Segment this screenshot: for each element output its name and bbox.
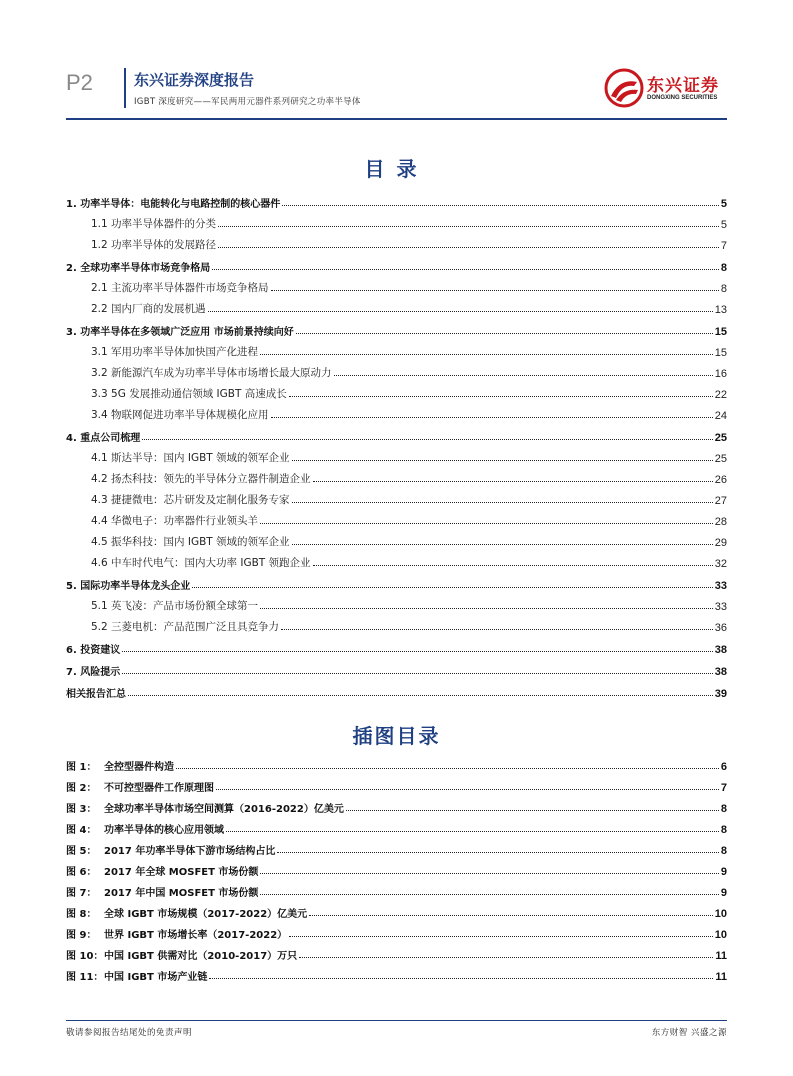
toc-entry-label: 3.3 5G 发展推动通信领域 IGBT 高速成长 — [91, 388, 287, 400]
figure-leader-dots — [289, 936, 713, 937]
toc-entry-label: 相关报告汇总 — [66, 689, 126, 700]
toc-entry-label: 5.2 三菱电机：产品范围广泛且具竞争力 — [91, 621, 280, 633]
toc-entry[interactable] — [66, 613, 727, 634]
figure-entry[interactable] — [66, 836, 727, 857]
toc-entry[interactable] — [66, 359, 727, 380]
toc-entry-label: 4.6 中车时代电气：国内大功率 IGBT 领跑企业 — [91, 557, 311, 569]
figure-number: 图 1： — [66, 762, 97, 773]
figure-number: 图 2： — [66, 783, 97, 794]
figure-entry[interactable] — [66, 920, 727, 941]
footer-slogan: 东方财智 兴盛之源 — [651, 1028, 727, 1038]
figure-number: 图 6： — [66, 867, 97, 878]
toc-entry[interactable] — [66, 465, 727, 486]
toc-entry-label: 7. 风险提示 — [66, 667, 121, 678]
toc-entry-label: 1.2 功率半导体的发展路径 — [91, 239, 217, 251]
toc-leader-dots — [281, 629, 713, 630]
figure-entry-label — [66, 779, 216, 794]
toc-entry-label: 3. 功率半导体在多领域广泛应用 市场前景持续向好 — [66, 327, 294, 338]
figure-number: 图 4： — [66, 825, 97, 836]
figure-entry[interactable] — [66, 899, 727, 920]
figure-entry-label — [66, 905, 309, 920]
toc-leader-dots — [192, 587, 713, 588]
toc-entry-page: 33 — [714, 580, 727, 592]
figure-entry-page: 10 — [714, 908, 727, 920]
toc-entry[interactable] — [66, 570, 727, 592]
company-logo — [604, 68, 734, 108]
toc-entry-page: 38 — [714, 644, 727, 656]
toc-leader-dots — [334, 375, 713, 376]
toc-entry[interactable] — [66, 252, 727, 274]
toc-entry[interactable] — [66, 592, 727, 613]
toc-entry-label: 3.2 新能源汽车成为功率半导体市场增长最大原动力 — [91, 367, 332, 379]
figure-entry-page: 11 — [715, 971, 727, 983]
toc-entry-label: 4.4 华微电子：功率器件行业领头羊 — [91, 515, 259, 527]
toc-entry-page: 15 — [714, 326, 727, 338]
figure-entry-label — [66, 758, 176, 773]
toc-leader-dots — [218, 226, 719, 227]
toc-entry-page: 7 — [720, 240, 727, 252]
toc-entry[interactable] — [66, 528, 727, 549]
figure-entry-label — [66, 926, 289, 941]
footer-rule — [66, 1020, 727, 1021]
figure-entry-page: 8 — [720, 824, 727, 836]
toc-entry-label: 1.1 功率半导体器件的分类 — [91, 218, 217, 230]
toc-entry-label: 2.1 主流功率半导体器件市场竞争格局 — [91, 282, 269, 294]
toc-entry-page: 28 — [714, 516, 727, 528]
figure-entry-page: 9 — [720, 887, 727, 899]
figure-entry-label — [66, 842, 277, 857]
figure-title: 2017 年中国 MOSFET 市场份额 — [104, 888, 259, 899]
figure-title: 功率半导体的核心应用领域 — [104, 825, 224, 836]
figure-entry[interactable] — [66, 815, 727, 836]
logo-english-text: DONGXING SECURITIES — [647, 95, 718, 101]
toc-leader-dots — [142, 439, 713, 440]
toc-entry-page: 29 — [714, 537, 727, 549]
figure-title: 不可控型器件工作原理图 — [104, 783, 214, 794]
toc-entry-page: 24 — [714, 410, 727, 422]
toc-leader-dots — [122, 651, 713, 652]
toc-leader-dots — [271, 290, 719, 291]
toc-leader-dots — [292, 502, 713, 503]
toc-entry[interactable] — [66, 401, 727, 422]
toc-entry-page: 32 — [714, 558, 727, 570]
toc-entry-label: 2.2 国内厂商的发展机遇 — [91, 303, 206, 315]
figure-entry-page: 8 — [720, 803, 727, 815]
figure-entry-label — [66, 821, 226, 836]
toc-leader-dots — [313, 565, 713, 566]
toc-entry-label: 4.3 捷捷微电：芯片研发及定制化服务专家 — [91, 494, 290, 506]
toc-entry-label: 2. 全球功率半导体市场竞争格局 — [66, 263, 211, 274]
toc-title: 目录 — [364, 157, 429, 181]
toc-entry[interactable] — [66, 231, 727, 252]
toc-leader-dots — [218, 247, 719, 248]
toc-entry[interactable] — [66, 422, 727, 444]
figure-entry-page: 10 — [714, 929, 727, 941]
figure-leader-dots — [209, 978, 713, 979]
figure-entry-label — [66, 968, 209, 983]
toc-entry-page: 5 — [720, 219, 727, 231]
toc-entry-label: 4.2 扬杰科技：领先的半导体分立器件制造企业 — [91, 473, 311, 485]
toc-entry-label: 5.1 英飞凌：产品市场份额全球第一 — [91, 600, 259, 612]
figure-leader-dots — [277, 852, 719, 853]
toc-leader-dots — [292, 544, 713, 545]
logo-mark-icon — [604, 68, 644, 108]
toc-entry[interactable] — [66, 486, 727, 507]
figure-entry-label — [66, 800, 346, 815]
figure-leader-dots — [299, 957, 713, 958]
figure-number: 图 3： — [66, 804, 97, 815]
toc-entry[interactable] — [66, 678, 727, 700]
toc-entry-label: 3.1 军用功率半导体加快国产化进程 — [91, 346, 259, 358]
toc-leader-dots — [212, 269, 719, 270]
toc-leader-dots — [208, 311, 713, 312]
figure-entry[interactable] — [66, 941, 727, 962]
toc-entry-label: 1. 功率半导体：电能转化与电路控制的核心器件 — [66, 199, 281, 210]
toc-leader-dots — [128, 695, 713, 696]
toc-entry[interactable] — [66, 295, 727, 316]
toc-list — [66, 188, 727, 700]
figure-entry-page: 9 — [720, 866, 727, 878]
toc-leader-dots — [122, 673, 713, 674]
toc-entry-page: 25 — [714, 453, 727, 465]
figure-title: 全控型器件构造 — [104, 762, 174, 773]
figure-entry[interactable] — [66, 794, 727, 815]
toc-entry-page: 8 — [720, 283, 727, 295]
toc-entry-label: 6. 投资建议 — [66, 645, 121, 656]
figure-leader-dots — [260, 894, 718, 895]
toc-entry-label: 4. 重点公司梳理 — [66, 433, 141, 444]
figure-leader-dots — [216, 789, 719, 790]
toc-leader-dots — [313, 481, 713, 482]
figure-entry-label — [66, 947, 299, 962]
toc-entry-page: 15 — [714, 347, 727, 359]
figure-list — [66, 752, 727, 983]
figure-title: 全球功率半导体市场空间测算（2016-2022）亿美元 — [104, 804, 344, 815]
toc-entry-page: 25 — [714, 432, 727, 444]
toc-entry[interactable] — [66, 656, 727, 678]
figure-entry-page: 11 — [715, 950, 727, 962]
toc-entry[interactable] — [66, 634, 727, 656]
figure-number: 图 5： — [66, 846, 97, 857]
toc-entry[interactable] — [66, 316, 727, 338]
toc-leader-dots — [296, 333, 713, 334]
figure-title: 全球 IGBT 市场规模（2017-2022）亿美元 — [104, 909, 308, 920]
toc-entry[interactable] — [66, 507, 727, 528]
figure-number: 图 10： — [66, 951, 104, 962]
figure-entry-page: 7 — [720, 782, 727, 794]
toc-entry[interactable] — [66, 380, 727, 401]
toc-entry[interactable] — [66, 188, 727, 210]
toc-entry[interactable] — [66, 549, 727, 570]
figure-entry-label — [66, 884, 260, 899]
figure-leader-dots — [226, 831, 719, 832]
figure-entry-page: 6 — [720, 761, 727, 773]
figure-entry-page: 8 — [720, 845, 727, 857]
toc-leader-dots — [260, 354, 713, 355]
toc-entry-label: 4.1 斯达半导：国内 IGBT 领域的领军企业 — [91, 452, 290, 464]
toc-entry-label: 3.4 物联网促进功率半导体规模化应用 — [91, 409, 269, 421]
figure-title: 世界 IGBT 市场增长率（2017-2022） — [104, 930, 288, 941]
toc-entry-page: 33 — [714, 601, 727, 613]
toc-leader-dots — [271, 417, 713, 418]
figure-title: 2017 年功率半导体下游市场结构占比 — [104, 846, 276, 857]
figure-entry[interactable] — [66, 962, 727, 983]
toc-leader-dots — [282, 205, 719, 206]
figure-entry-label — [66, 863, 260, 878]
toc-leader-dots — [260, 608, 713, 609]
report-series-title: 东兴证券深度报告 — [134, 71, 255, 89]
toc-entry-page: 26 — [714, 474, 727, 486]
page-label: P2 — [66, 70, 93, 95]
header-rule — [66, 118, 727, 120]
figure-number: 图 8： — [66, 909, 97, 920]
logo-chinese-text: 东兴证券 — [647, 76, 719, 96]
figure-number: 图 9： — [66, 930, 97, 941]
toc-entry[interactable] — [66, 274, 727, 295]
toc-entry-page: 13 — [714, 304, 727, 316]
toc-entry[interactable] — [66, 444, 727, 465]
toc-leader-dots — [289, 396, 713, 397]
figure-leader-dots — [309, 915, 713, 916]
toc-entry-page: 22 — [714, 389, 727, 401]
toc-entry-page: 16 — [714, 368, 727, 380]
toc-entry[interactable] — [66, 338, 727, 359]
toc-entry-label: 4.5 振华科技：国内 IGBT 领域的领军企业 — [91, 536, 290, 548]
figure-entry[interactable] — [66, 752, 727, 773]
toc-leader-dots — [292, 460, 713, 461]
header-divider — [124, 68, 126, 108]
figure-entry[interactable] — [66, 878, 727, 899]
toc-entry-label: 5. 国际功率半导体龙头企业 — [66, 581, 191, 592]
footer-disclaimer: 敬请参阅报告结尾处的免责声明 — [66, 1028, 193, 1038]
toc-entry-page: 38 — [714, 666, 727, 678]
figure-list-title: 插图目录 — [352, 724, 441, 748]
toc-entry-page: 36 — [714, 622, 727, 634]
figure-title: 中国 IGBT 供需对比（2010-2017）万只 — [104, 951, 298, 962]
figure-title: 中国 IGBT 市场产业链 — [104, 972, 208, 983]
figure-entry[interactable] — [66, 857, 727, 878]
toc-entry-page: 5 — [720, 198, 727, 210]
toc-entry-page: 39 — [714, 688, 727, 700]
toc-entry[interactable] — [66, 210, 727, 231]
report-subtitle: IGBT 深度研究——军民两用元器件系列研究之功率半导体 — [134, 97, 361, 107]
toc-leader-dots — [260, 523, 713, 524]
figure-entry[interactable] — [66, 773, 727, 794]
toc-entry-page: 27 — [714, 495, 727, 507]
figure-leader-dots — [176, 768, 719, 769]
figure-number: 图 7： — [66, 888, 97, 899]
figure-leader-dots — [260, 873, 718, 874]
figure-number: 图 11： — [66, 972, 104, 983]
figure-title: 2017 年全球 MOSFET 市场份额 — [104, 867, 259, 878]
toc-entry-page: 8 — [720, 262, 727, 274]
figure-leader-dots — [346, 810, 719, 811]
